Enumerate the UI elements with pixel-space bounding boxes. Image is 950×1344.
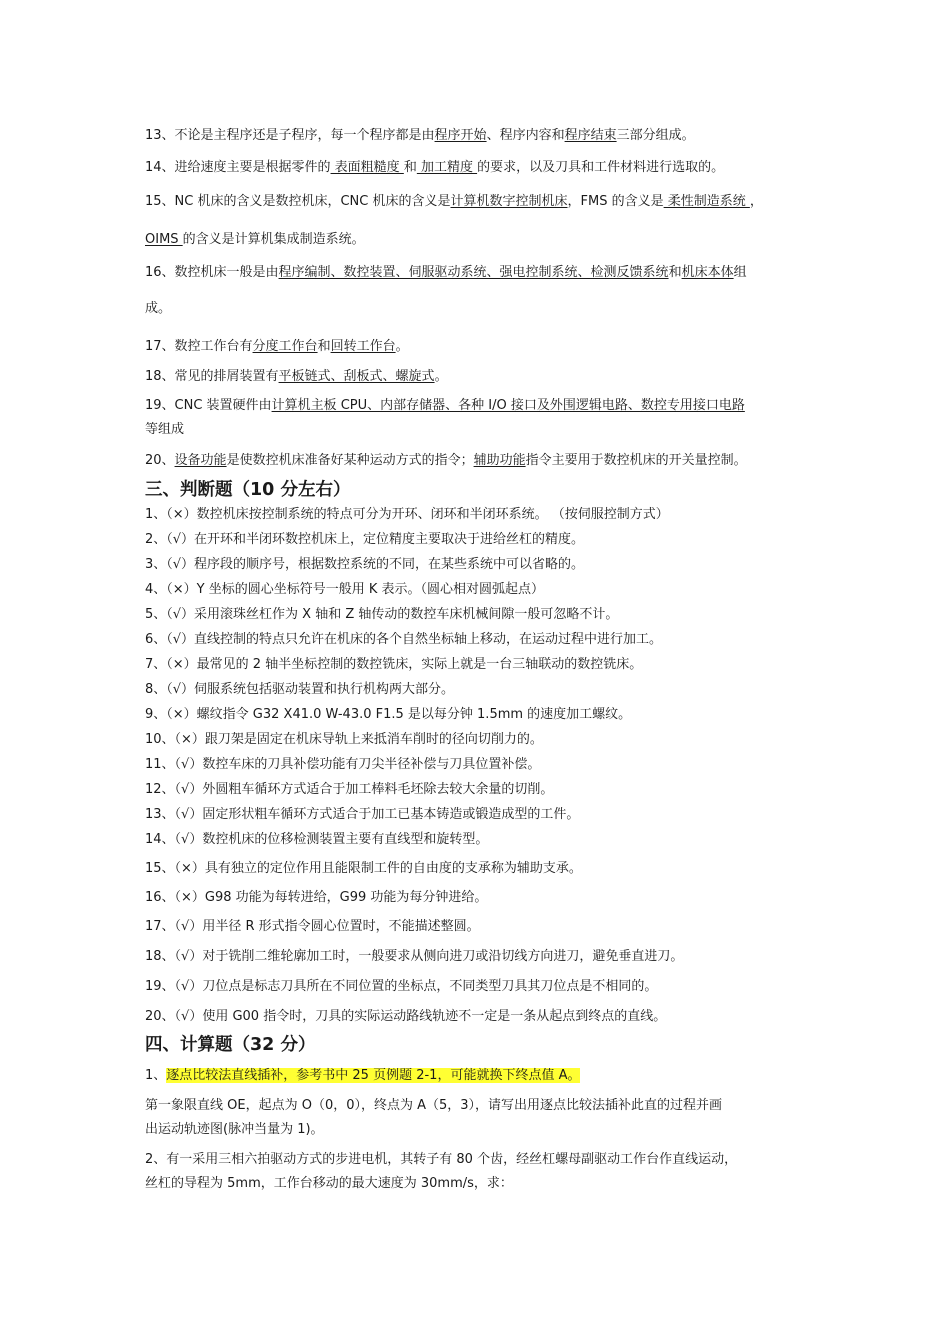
fill-in-text: 。 — [434, 369, 448, 384]
fill-in-answer: 辅助功能 — [473, 453, 526, 468]
fill-in-answer: 表面粗糙度 — [330, 160, 404, 175]
fill-in-answer: 程序编制、数控装置、伺服驱动系统、强电控制系统、检测反馈系统 — [278, 265, 669, 280]
judgement-item: 12、（√）外圆粗车循环方式适合于加工棒料毛坯除去较大余量的切削。 — [145, 782, 554, 797]
judgement-item: 18、（√）对于铣削二维轮廓加工时，一般要求从侧向进刀或沿切线方向进刀，避免垂直进刀。 — [145, 949, 684, 964]
fill-in-answer: 分度工作台 — [252, 339, 318, 354]
judgement-item: 15、（×）具有独立的定位作用且能限制工件的自由度的支承称为辅助支承。 — [145, 861, 582, 876]
fill-in-text: 、程序内容和 — [486, 128, 565, 143]
fill-in-text: 17、数控工作台有 — [145, 339, 253, 354]
fill-in-text: 指令主要用于数控机床的开关量控制。 — [525, 453, 747, 468]
judgement-item: 11、（√）数控车床的刀具补偿功能有刀尖半径补偿与刀具位置补偿。 — [145, 757, 541, 772]
fill-in-line — [145, 368, 448, 386]
judgement-item: 19、（√）刀位点是标志刀具所在不同位置的坐标点，不同类型刀具其刀位点是不相同的。 — [145, 979, 658, 994]
fill-in-text: 等组成 — [145, 422, 185, 437]
judgement-item: 9、（×）螺纹指令 G32 X41.0 W-43.0 F1.5 是以每分钟 1.5mm 的速度加工螺纹。 — [145, 707, 632, 722]
fill-in-text: 和 — [403, 160, 417, 175]
fill-in-line — [145, 397, 745, 415]
fill-in-text: 和 — [668, 265, 682, 280]
fill-in-text: 的要求，以及刀具和工件材料进行选取的。 — [477, 160, 725, 175]
fill-in-text: 19、CNC 装置硬件由 — [145, 398, 272, 413]
fill-in-answer: 程序结束 — [564, 128, 617, 143]
fill-in-answer: 设备功能 — [174, 453, 227, 468]
fill-in-answer: 程序开始 — [434, 128, 487, 143]
fill-in-line — [145, 300, 171, 318]
section-4-title: 四、计算题（32 分） — [145, 1035, 316, 1055]
fill-in-text: 13、不论是主程序还是子程序，每一个程序都是由 — [145, 128, 435, 143]
fill-in-text: 成。 — [145, 301, 172, 316]
fill-in-answer: 回转工作台 — [330, 339, 396, 354]
fill-in-text: 三部分组成。 — [616, 128, 695, 143]
judgement-item: 17、（√）用半径 R 形式指令圆心位置时，不能描述整圆。 — [145, 919, 480, 934]
fill-in-text: ，FMS 的含义是 — [567, 194, 664, 209]
fill-in-text: 20、 — [145, 453, 175, 468]
fill-in-answer: 计算机主板 CPU、内部存储器、各种 I/O 接口及外围逻辑电路、数控专用接口电路 — [271, 398, 745, 413]
calc-q2-line-1: 2、有一采用三相六拍驱动方式的步进电机，其转子有 80 个齿，经丝杠螺母副驱动工作台作直线运动， — [145, 1152, 738, 1167]
fill-in-text: ， — [749, 194, 763, 209]
fill-in-answer: 加工精度 — [416, 160, 478, 175]
fill-in-answer: 平板链式、刮板式、螺旋式 — [278, 369, 435, 384]
fill-in-text: 和 — [317, 339, 331, 354]
fill-in-line — [145, 193, 763, 211]
fill-in-line — [145, 159, 724, 177]
judgement-item: 3、（√）程序段的顺序号，根据数控系统的不同，在某些系统中可以省略的。 — [145, 557, 585, 572]
calc-q1-line-1: 第一象限直线 OE，起点为 O（0，0），终点为 A（5，3），请写出用逐点比较法插补此直的过程并画 — [145, 1098, 723, 1113]
calc-q1-number: 1、 — [145, 1068, 167, 1083]
judgement-item: 7、（×）最常见的 2 轴半坐标控制的数控铣床，实际上就是一台三轴联动的数控铣床。 — [145, 657, 643, 672]
fill-in-text: 16、数控机床一般是由 — [145, 265, 279, 280]
fill-in-text: 18、常见的排屑装置有 — [145, 369, 279, 384]
judgement-item: 13、（√）固定形状粗车循环方式适合于加工已基本铸造或锻造成型的工件。 — [145, 807, 580, 822]
fill-in-text: 是使数控机床准备好某种运动方式的指令； — [226, 453, 474, 468]
fill-in-text: 15、NC 机床的含义是数控机床，CNC 机床的含义是 — [145, 194, 451, 209]
fill-in-line — [145, 338, 409, 356]
fill-in-text: 14、进给速度主要是根据零件的 — [145, 160, 331, 175]
judgement-item: 20、（√）使用 G00 指令时，刀具的实际运动路线轨迹不一定是一条从起点到终点的直线。 — [145, 1009, 667, 1024]
fill-in-line — [145, 452, 747, 470]
judgement-item: 4、（×）Y 坐标的圆心坐标符号一般用 K 表示。（圆心相对圆弧起点） — [145, 582, 545, 597]
fill-in-answer: OIMS — [145, 232, 183, 247]
section-3-title: 三、判断题（10 分左右） — [145, 480, 351, 500]
fill-in-text: 的含义是计算机集成制造系统。 — [182, 232, 365, 247]
judgement-item: 16、（×）G98 功能为每转进给，G99 功能为每分钟进给。 — [145, 890, 488, 905]
judgement-item: 10、（×）跟刀架是固定在机床导轨上来抵消车削时的径向切削力的。 — [145, 732, 543, 747]
fill-in-line — [145, 127, 695, 145]
fill-in-answer: 计算机数字控制机床 — [450, 194, 568, 209]
judgement-item: 6、（√）直线控制的特点只允许在机床的各个自然坐标轴上移动，在运动过程中进行加工。 — [145, 632, 663, 647]
judgement-item: 8、（√）伺服系统包括驱动装置和执行机构两大部分。 — [145, 682, 455, 697]
calc-question-1 — [145, 1067, 580, 1085]
fill-in-line — [145, 231, 365, 249]
judgement-item: 5、（√）采用滚珠丝杠作为 X 轴和 Z 轴传动的数控车床机械间隙一般可忽略不计。 — [145, 607, 619, 622]
fill-in-line — [145, 264, 747, 282]
fill-in-answer: 机床本体 — [681, 265, 734, 280]
judgement-item: 2、（√）在开环和半闭环数控机床上，定位精度主要取决于进给丝杠的精度。 — [145, 532, 585, 547]
fill-in-answer: 柔性制造系统 — [663, 194, 750, 209]
judgement-item: 14、（√）数控机床的位移检测装置主要有直线型和旋转型。 — [145, 832, 489, 847]
fill-in-line — [145, 421, 184, 439]
judgement-item: 1、（×）数控机床按控制系统的特点可分为开环、闭环和半闭环系统。 （按伺服控制方式） — [145, 507, 669, 522]
fill-in-text: 。 — [395, 339, 409, 354]
calc-q1-highlight: 逐点比较法直线插补，参考书中 25 页例题 2-1，可能就换下终点值 A。 — [166, 1068, 581, 1083]
calc-q2-line-2: 丝杠的导程为 5mm，工作台移动的最大速度为 30mm/s，求： — [145, 1176, 513, 1191]
calc-q1-line-2: 出运动轨迹图(脉冲当量为 1)。 — [145, 1122, 324, 1137]
fill-in-text: 组 — [733, 265, 747, 280]
